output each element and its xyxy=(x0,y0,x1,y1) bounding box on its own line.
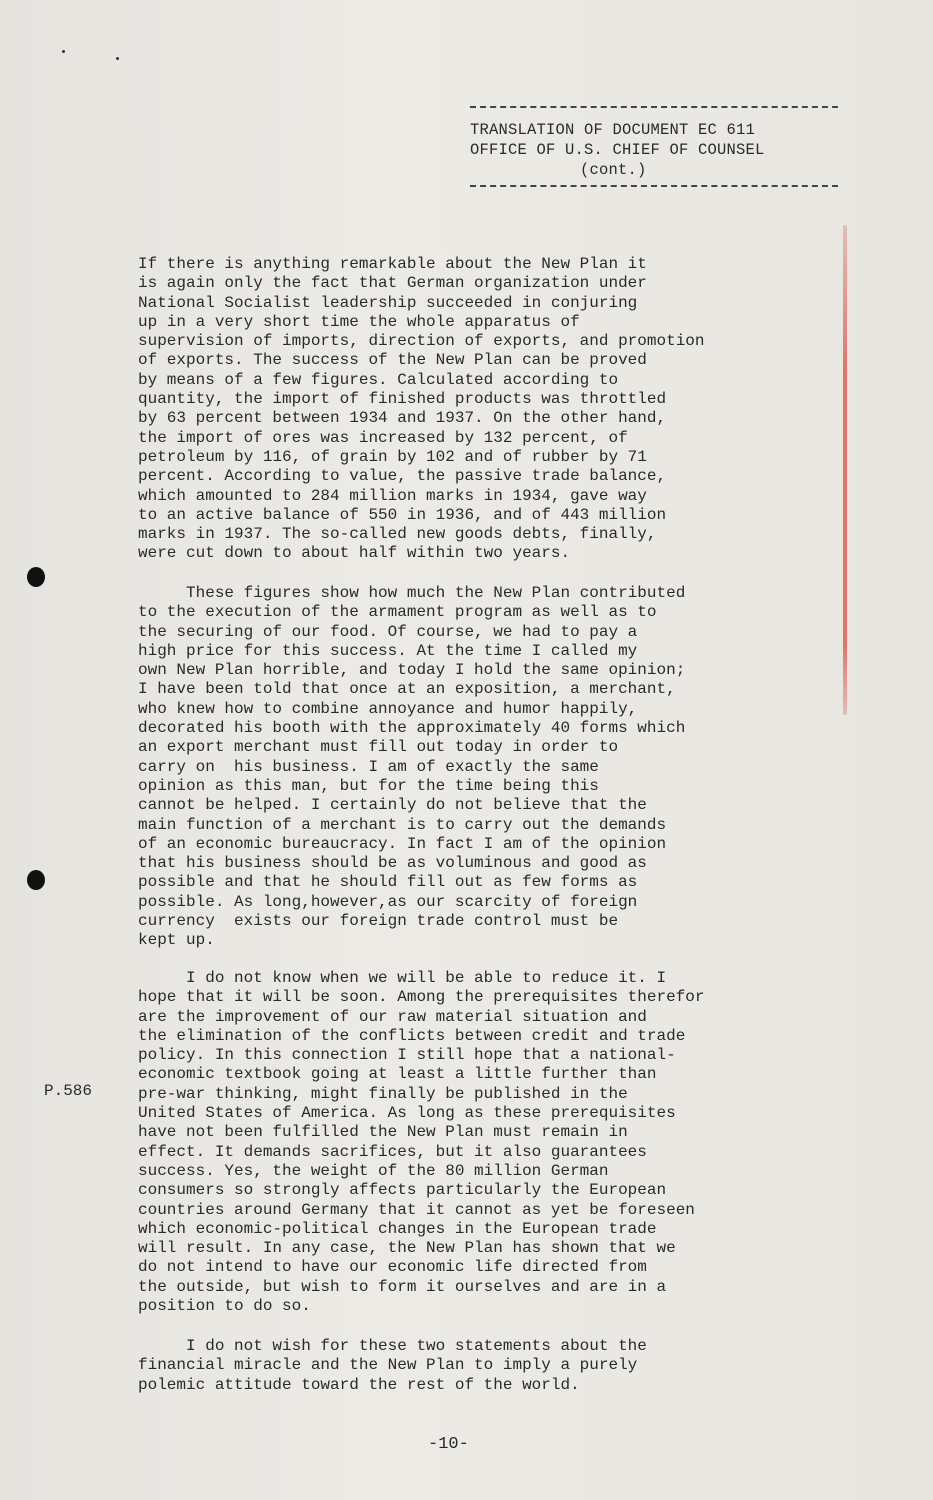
text-line: I have been told that once at an exposition, a merchant, xyxy=(138,680,676,699)
text-line: United States of America. As long as these prerequisites xyxy=(138,1104,676,1123)
header-cont-line: (cont.) xyxy=(580,161,647,179)
margin-page-reference: P.586 xyxy=(44,1082,93,1100)
text-line: do not intend to have our economic life directed from xyxy=(138,1258,647,1277)
header-title-line: TRANSLATION OF DOCUMENT EC 611 xyxy=(470,121,756,139)
text-line: were cut down to about half within two years. xyxy=(138,544,571,563)
text-line: consumers so strongly affects particularly the European xyxy=(138,1181,667,1200)
paragraph-4 xyxy=(138,1337,858,1395)
text-line: effect. It demands sacrifices, but it also guarantees xyxy=(138,1142,647,1161)
paragraph-3 xyxy=(138,969,858,1316)
text-line: currency exists our foreign trade control must be xyxy=(138,912,619,931)
header-office-line: OFFICE OF U.S. CHIEF OF COUNSEL xyxy=(470,141,765,159)
text-line: petroleum by 116, of grain by 102 and of rubber by 71 xyxy=(138,447,647,466)
text-line: are the improvement of our raw material situation and xyxy=(138,1007,647,1026)
text-line: who knew how to combine annoyance and humor happily, xyxy=(138,699,638,718)
text-line: hope that it will be soon. Among the prerequisites therefor xyxy=(138,988,705,1007)
text-line: I do not wish for these two statements about the xyxy=(138,1337,647,1355)
header-top-rule xyxy=(470,106,838,108)
page-number: -10- xyxy=(428,1435,469,1454)
paragraph-2 xyxy=(138,584,858,951)
text-line: countries around Germany that it cannot as yet be foreseen xyxy=(138,1200,695,1219)
text-line: by means of a few figures. Calculated according to xyxy=(138,370,619,389)
text-line: National Socialist leadership succeeded in conjuring xyxy=(138,293,638,312)
text-line: policy. In this connection I still hope that a national- xyxy=(138,1046,676,1065)
text-line: opinion as this man, but for the time being this xyxy=(138,776,599,795)
text-line: decorated his booth with the approximately 40 forms which xyxy=(138,719,686,738)
text-line: which economic-political changes in the European trade xyxy=(138,1219,657,1238)
text-line: the import of ores was increased by 132 percent, of xyxy=(138,428,628,447)
text-line: percent. According to value, the passive trade balance, xyxy=(138,467,667,486)
text-line: pre-war thinking, might finally be published in the xyxy=(138,1084,628,1103)
text-line: of exports. The success of the New Plan can be proved xyxy=(138,351,647,370)
text-line: These figures show how much the New Plan contributed xyxy=(138,584,686,602)
text-line: main function of a merchant is to carry out the demands xyxy=(138,815,667,834)
text-line: quantity, the import of finished products was throttled xyxy=(138,390,667,409)
text-line: supervision of imports, direction of exports, and promotion xyxy=(138,332,705,351)
text-line: marks in 1937. The so-called new goods debts, finally, xyxy=(138,525,657,544)
text-line: to the execution of the armament program as well as to xyxy=(138,603,657,622)
text-line: the outside, but wish to form it ourselves and are in a xyxy=(138,1277,667,1296)
text-line: have not been fulfilled the New Plan must remain in xyxy=(138,1123,628,1142)
text-line: possible and that he should fill out as few forms as xyxy=(138,873,638,892)
text-line: by 63 percent between 1934 and 1937. On the other hand, xyxy=(138,409,667,428)
text-line: own New Plan horrible, and today I hold the same opinion; xyxy=(138,661,686,680)
header-bottom-rule xyxy=(470,185,838,187)
text-line: success. Yes, the weight of the 80 million German xyxy=(138,1161,609,1180)
text-line: cannot be helped. I certainly do not believe that the xyxy=(138,796,647,815)
text-line: will result. In any case, the New Plan has shown that we xyxy=(138,1239,676,1258)
text-line: I do not know when we will be able to reduce it. I xyxy=(138,969,667,987)
paper-speck xyxy=(62,50,65,53)
text-line: is again only the fact that German organization under xyxy=(138,274,647,293)
text-line: kept up. xyxy=(138,931,215,950)
text-line: position to do so. xyxy=(138,1297,311,1316)
text-line: polemic attitude toward the rest of the world. xyxy=(138,1375,580,1394)
punch-hole xyxy=(27,870,45,890)
text-line: carry on his business. I am of exactly the same xyxy=(138,757,599,776)
text-line: that his business should be as voluminous and good as xyxy=(138,854,647,873)
text-line: high price for this success. At the time I called my xyxy=(138,641,638,660)
text-line: to an active balance of 550 in 1936, and of 443 million xyxy=(138,505,667,524)
text-line: possible. As long,however,as our scarcity of foreign xyxy=(138,892,638,911)
paper-speck xyxy=(116,57,119,60)
punch-hole xyxy=(27,567,45,587)
text-line: If there is anything remarkable about the New Plan it xyxy=(138,255,647,273)
paragraph-1 xyxy=(138,255,858,564)
text-line: up in a very short time the whole apparatus of xyxy=(138,312,580,331)
text-line: the elimination of the conflicts between credit and trade xyxy=(138,1026,686,1045)
text-line: the securing of our food. Of course, we had to pay a xyxy=(138,622,638,641)
text-line: of an economic bureaucracy. In fact I am of the opinion xyxy=(138,834,667,853)
text-line: financial miracle and the New Plan to imply a purely xyxy=(138,1356,638,1375)
text-line: which amounted to 284 million marks in 1934, gave way xyxy=(138,486,647,505)
text-line: economic textbook going at least a little further than xyxy=(138,1065,657,1084)
text-line: an export merchant must fill out today in order to xyxy=(138,738,619,757)
